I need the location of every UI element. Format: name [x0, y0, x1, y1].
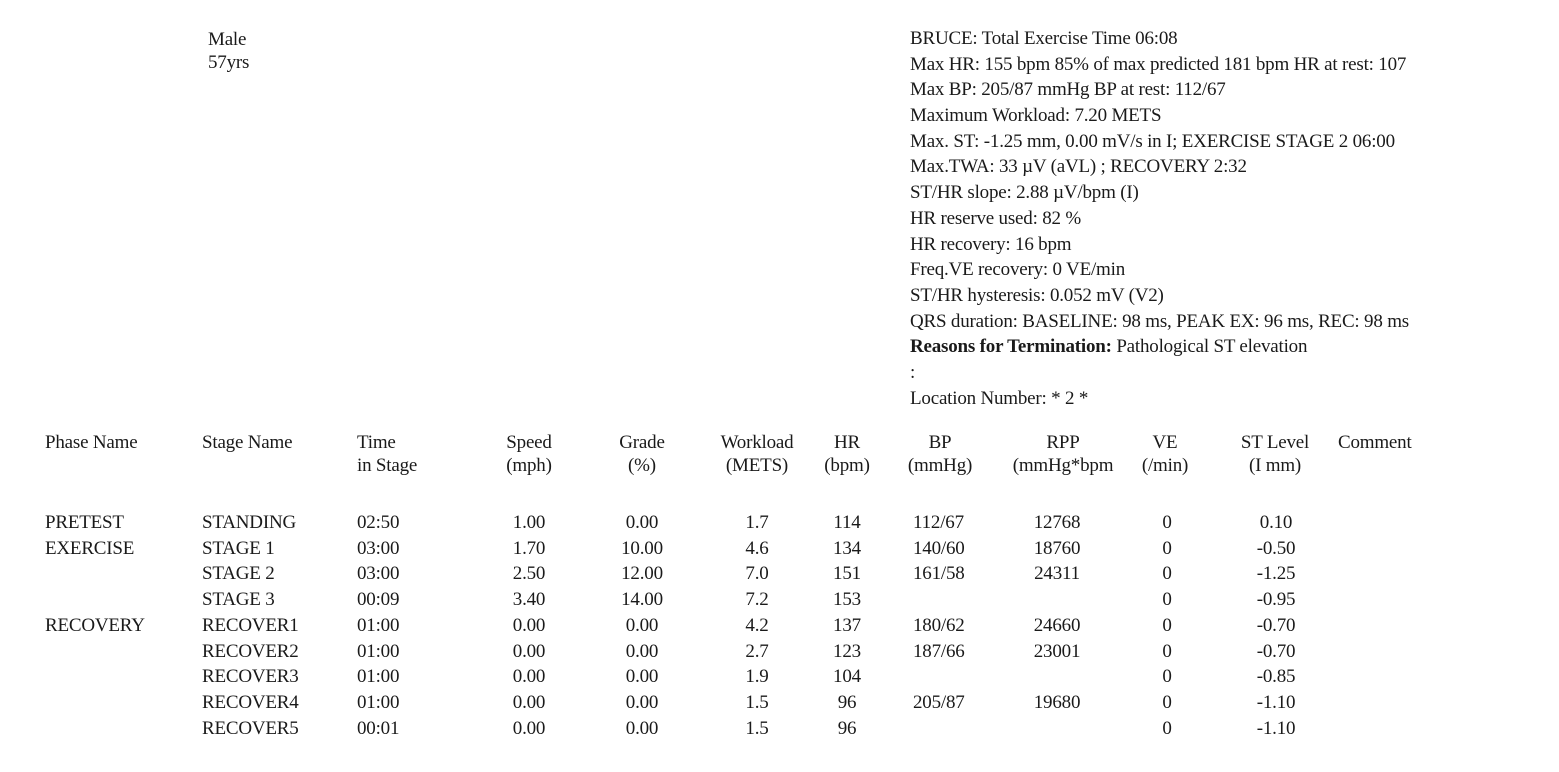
patient-age: 57yrs: [208, 52, 250, 73]
cell-time: 02:50: [357, 512, 400, 533]
cell-rpp: 23001: [1033, 640, 1081, 662]
cell-ve: 0: [1162, 717, 1172, 739]
summary-hr-recovery: HR recovery: 16 bpm: [910, 233, 1072, 255]
cell-st: -0.70: [1256, 640, 1296, 662]
cell-hr: 123: [833, 640, 861, 662]
cell-speed: 0.00: [512, 666, 546, 688]
cell-workload: 1.7: [745, 512, 769, 533]
cell-grade: 0.00: [625, 691, 659, 713]
cell-speed: 0.00: [512, 717, 546, 739]
cell-ve: 0: [1162, 691, 1172, 713]
cell-hr: 137: [833, 614, 861, 636]
cell-hr: 96: [837, 691, 857, 713]
cell-grade: 0.00: [625, 640, 659, 662]
summary-max-bp: Max BP: 205/87 mmHg BP at rest: 112/67: [910, 79, 1226, 101]
cell-st: -1.25: [1256, 563, 1296, 585]
cell-hr: 104: [833, 666, 861, 688]
cell-workload: 1.9: [745, 666, 769, 688]
cell-stage: STAGE 3: [202, 589, 275, 611]
cell-speed: 0.00: [512, 691, 546, 713]
header-comment: Comment: [1338, 432, 1412, 453]
cell-time: 01:00: [357, 666, 400, 688]
header-ve: VE (/min): [1141, 432, 1189, 476]
cell-workload: 2.7: [745, 640, 769, 662]
cell-st: -1.10: [1256, 691, 1296, 713]
cell-grade: 0.00: [625, 717, 659, 739]
cell-rpp: 18760: [1033, 537, 1081, 559]
cell-ve: 0: [1162, 614, 1172, 636]
cell-rpp: 24311: [1034, 563, 1080, 585]
summary-max-workload: Maximum Workload: 7.20 METS: [910, 105, 1162, 127]
patient-info: [208, 28, 249, 74]
cell-speed: 0.00: [512, 640, 546, 662]
cell-phase: PRETEST: [45, 512, 124, 533]
summary-hr-reserve: HR reserve used: 82 %: [910, 207, 1081, 229]
patient-sex: Male: [208, 29, 247, 50]
cell-ve: 0: [1162, 666, 1172, 688]
cell-hr: 134: [833, 537, 861, 559]
cell-grade: 0.00: [625, 666, 659, 688]
header-grade: Grade (%): [619, 432, 665, 476]
cell-ve: 0: [1162, 563, 1172, 585]
cell-st: 0.10: [1259, 512, 1293, 533]
cell-time: 00:01: [357, 717, 400, 739]
cell-ve: 0: [1162, 537, 1172, 559]
summary-location: Location Number: * 2 *: [910, 387, 1089, 409]
cell-ve: 0: [1162, 512, 1172, 533]
cell-rpp: 12768: [1033, 512, 1081, 533]
test-summary: [910, 26, 1409, 411]
cell-time: 03:00: [357, 563, 400, 585]
cell-time: 01:00: [357, 640, 400, 662]
cell-time: 01:00: [357, 614, 400, 636]
cell-speed: 1.00: [512, 512, 546, 533]
summary-colon: :: [910, 361, 916, 383]
cell-stage: STAGE 1: [202, 537, 275, 559]
cell-stage: RECOVER4: [202, 691, 299, 713]
cell-workload: 4.6: [745, 537, 769, 559]
cell-time: 00:09: [357, 589, 400, 611]
header-hr: HR (bpm): [824, 432, 870, 476]
cell-hr: 96: [837, 717, 857, 739]
cell-hr: 114: [833, 512, 861, 533]
header-phase: Phase Name: [45, 432, 138, 453]
cell-speed: 1.70: [512, 537, 546, 559]
cell-hr: 153: [833, 589, 861, 611]
header-bp: BP (mmHg): [907, 432, 973, 476]
summary-freq-ve: Freq.VE recovery: 0 VE/min: [910, 259, 1126, 281]
cell-stage: STANDING: [202, 512, 296, 533]
cell-rpp: 19680: [1033, 691, 1081, 713]
cell-workload: 4.2: [745, 614, 769, 636]
cell-stage: STAGE 2: [202, 563, 275, 585]
cell-st: -0.95: [1256, 589, 1296, 611]
cell-time: 03:00: [357, 537, 400, 559]
cell-workload: 7.2: [745, 589, 769, 611]
cell-speed: 2.50: [512, 563, 546, 585]
cell-phase: EXERCISE: [45, 537, 135, 559]
cell-speed: 0.00: [512, 614, 546, 636]
header-stage: Stage Name: [202, 432, 293, 453]
summary-max-st: Max. ST: -1.25 mm, 0.00 mV/s in I; EXERCISE STAGE 2 06:00: [910, 130, 1395, 152]
cell-ve: 0: [1162, 640, 1172, 662]
cell-grade: 10.00: [621, 537, 663, 559]
cell-workload: 7.0: [745, 563, 769, 585]
cell-stage: RECOVER5: [202, 717, 299, 739]
header-time: Time in Stage: [357, 432, 418, 476]
cell-grade: 14.00: [621, 589, 663, 611]
cell-speed: 3.40: [512, 589, 546, 611]
cell-st: -0.85: [1256, 666, 1296, 688]
cell-workload: 1.5: [745, 717, 769, 739]
cell-bp: 205/87: [913, 691, 965, 713]
header-workload: Workload (METS): [720, 432, 794, 476]
cell-hr: 151: [833, 563, 861, 585]
cell-rpp: 24660: [1033, 614, 1081, 636]
cell-grade: 12.00: [621, 563, 663, 585]
summary-max-twa: Max.TWA: 33 µV (aVL) ; RECOVERY 2:32: [910, 156, 1247, 178]
cell-grade: 0.00: [625, 614, 659, 636]
termination-value: Pathological ST elevation: [1111, 336, 1308, 358]
cell-grade: 0.00: [625, 512, 659, 533]
cell-st: -0.50: [1256, 537, 1296, 559]
cell-bp: 140/60: [913, 537, 965, 559]
header-rpp: RPP (mmHg*bpm: [1012, 432, 1114, 476]
cell-time: 01:00: [357, 691, 400, 713]
cell-st: -0.70: [1256, 614, 1296, 636]
summary-termination: [910, 334, 1409, 360]
cell-bp: 187/66: [913, 640, 965, 662]
header-st-level: ST Level (I mm): [1240, 432, 1310, 476]
cell-bp: 180/62: [913, 614, 965, 636]
cell-bp: 161/58: [913, 563, 965, 585]
cell-stage: RECOVER2: [202, 640, 299, 662]
summary-qrs-duration: QRS duration: BASELINE: 98 ms, PEAK EX: 96 ms, REC: 98 ms: [910, 310, 1409, 332]
summary-max-hr: Max HR: 155 bpm 85% of max predicted 181 bpm HR at rest: 107: [910, 53, 1407, 75]
cell-bp: 112/67: [913, 512, 964, 533]
termination-label: Reasons for Termination:: [910, 336, 1112, 358]
header-speed: Speed (mph): [506, 432, 552, 476]
summary-st-hr-hysteresis: ST/HR hysteresis: 0.052 mV (V2): [910, 284, 1164, 306]
cell-phase: RECOVERY: [45, 614, 145, 636]
summary-st-hr-slope: ST/HR slope: 2.88 µV/bpm (I): [910, 182, 1139, 204]
summary-total-time: BRUCE: Total Exercise Time 06:08: [910, 28, 1178, 49]
cell-st: -1.10: [1256, 717, 1296, 739]
cell-workload: 1.5: [745, 691, 769, 713]
cell-stage: RECOVER3: [202, 666, 299, 688]
cell-ve: 0: [1162, 589, 1172, 611]
cell-stage: RECOVER1: [202, 614, 299, 636]
